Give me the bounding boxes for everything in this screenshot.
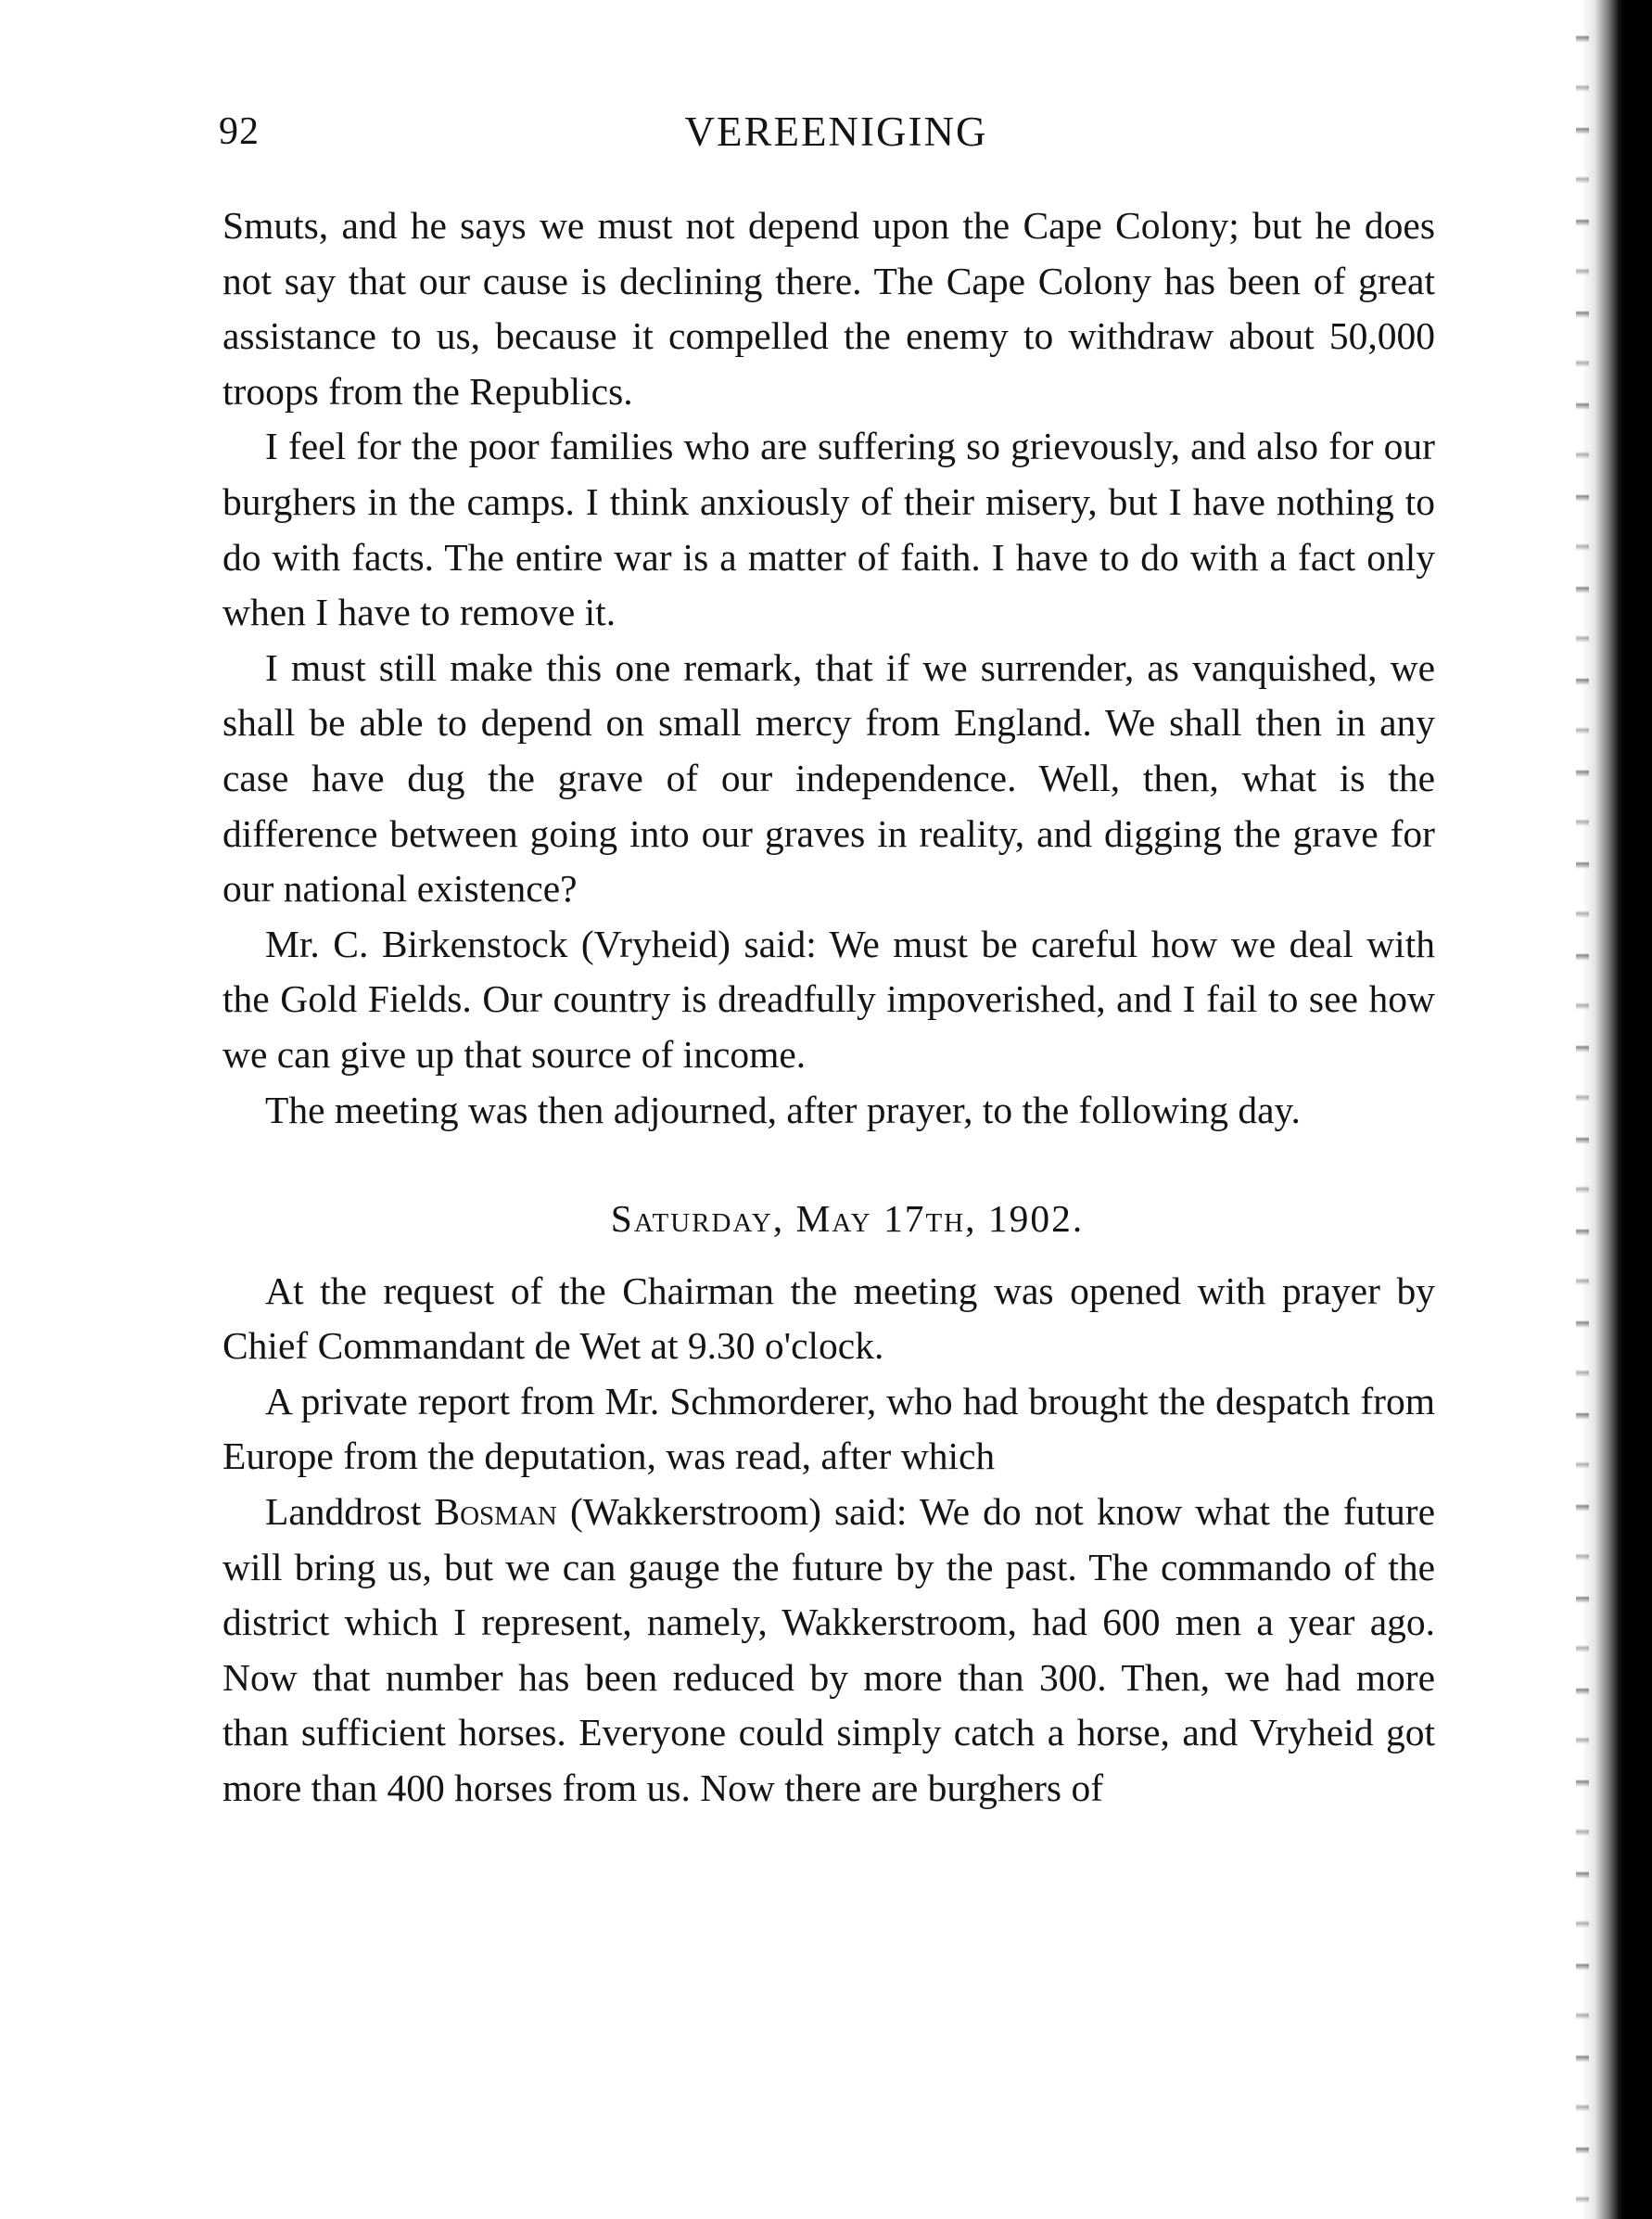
paragraph: A private report from Mr. Schmorderer, who had brought the despatch from Europe from the deputation, was read, after which	[222, 1379, 1435, 1478]
paragraph: The meeting was then adjourned, after prayer, to the following day.	[265, 1088, 1301, 1131]
paragraph: I must still make this one remark, that if we surrender, as vanquished, we shall be able to depend on small mercy from England. We shall then in any case have dug the grave of our independence. Well, then, what is the difference between going into our graves in reality, and digging the grave for our national existence?	[222, 645, 1435, 911]
body-text	[222, 198, 1435, 1817]
paragraph: At the request of the Chairman the meeting was opened with prayer by Chief Commandant de Wet at 9.30 o'clock.	[222, 1269, 1435, 1368]
paragraph: Mr. C. Birkenstock (Vryheid) said: We must be careful how we deal with the Gold Fields. Our country is dreadfully impoverished, and I fail to see how we can give up that source of income.	[222, 922, 1435, 1076]
paragraph: I feel for the poor families who are suffering so grievously, and also for our burghers in the camps. I think anxiously of their misery, but I have nothing to do with facts. The entire war is a matter of faith. I have to do with a fact only when I have to remove it.	[222, 425, 1435, 634]
speech-paragraph	[222, 1485, 1435, 1817]
speaker-name: Bosman	[434, 1490, 557, 1534]
running-title: VEREENIGING	[684, 108, 988, 155]
page-number: 92	[219, 110, 260, 153]
binding-shadow	[1582, 0, 1652, 2219]
section-date-heading: Saturday, May 17th, 1902.	[610, 1197, 1085, 1241]
running-head	[219, 104, 1439, 159]
speaker-title: Landdrost	[265, 1490, 422, 1534]
speech-text: (Wakkerstroom) said: We do not know what the future will bring us, but we can gauge the future by the past. The commando of the district which I represent, namely, Wakkerstroom, had 600 men a year ago. Now that number has been reduced by more than 300. Then, we had more than sufficient horses. Everyone could simply catch a horse, and Vryheid got more than 400 horses from us. Now there are burghers of	[222, 1490, 1435, 1810]
paragraph-continuation: Smuts, and he says we must not depend upon the Cape Colony; but he does not say that our cause is declining there. The Cape Colony has been of great assistance to us, because it compelled the enemy to withdraw about 50,000 troops from the Republics.	[222, 204, 1435, 413]
